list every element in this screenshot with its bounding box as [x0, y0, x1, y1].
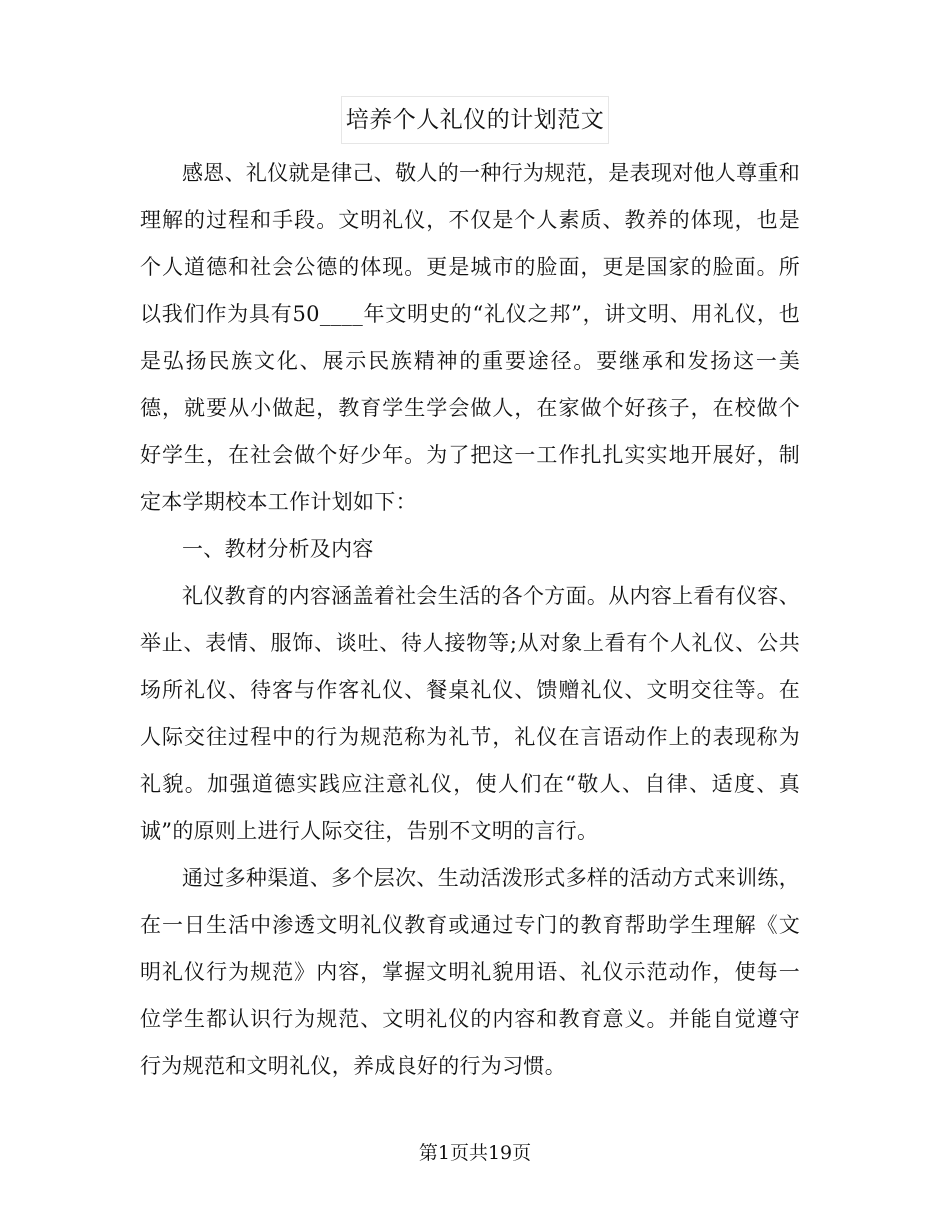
page-number: 第1页共19页	[418, 1142, 532, 1164]
paragraph-methods: 通过多种渠道、多个层次、生动活泼形式多样的活动方式来训练，在一日生活中渗透文明礼仪教育或通过专门的教育帮助学生理解《文明礼仪行为规范》内容，掌握文明礼貌用语、礼仪示范动作，使每一位学生都认识行为规范、文明礼仪的内容和教育意义。并能自觉遵守行为规范和文明礼仪，养成良好的行为习惯。	[140, 866, 800, 1078]
section-heading: 一、教材分析及内容	[182, 537, 374, 561]
title-container	[0, 96, 950, 144]
document-title: 培养个人礼仪的计划范文	[341, 96, 610, 144]
paragraph-intro: 感恩、礼仪就是律己、敬人的一种行为规范，是表现对他人尊重和理解的过程和手段。文明礼仪，不仅是个人素质、教养的体现，也是个人道德和社会公德的体现。更是城市的脸面，更是国家的脸面。所以我们作为具有50____年文明史的“礼仪之邦”，讲文明、用礼仪，也是弘扬民族文化、展示民族精神的重要途径。要继承和发扬这一美德，就要从小做起，教育学生学会做人，在家做个好孩子，在校做个好学生，在社会做个好少年。为了把这一工作扎扎实实地开展好，制定本学期校本工作计划如下：	[140, 161, 800, 514]
document-body	[140, 150, 800, 1090]
paragraph-content: 礼仪教育的内容涵盖着社会生活的各个方面。从内容上看有仪容、举止、表情、服饰、谈吐、待人接物等;从对象上看有个人礼仪、公共场所礼仪、待客与作客礼仪、餐桌礼仪、馈赠礼仪、文明交往等。在人际交往过程中的行为规范称为礼节，礼仪在言语动作上的表现称为礼貌。加强道德实践应注意礼仪，使人们在“敬人、自律、适度、真诚”的原则上进行人际交往，告别不文明的言行。	[140, 584, 800, 843]
